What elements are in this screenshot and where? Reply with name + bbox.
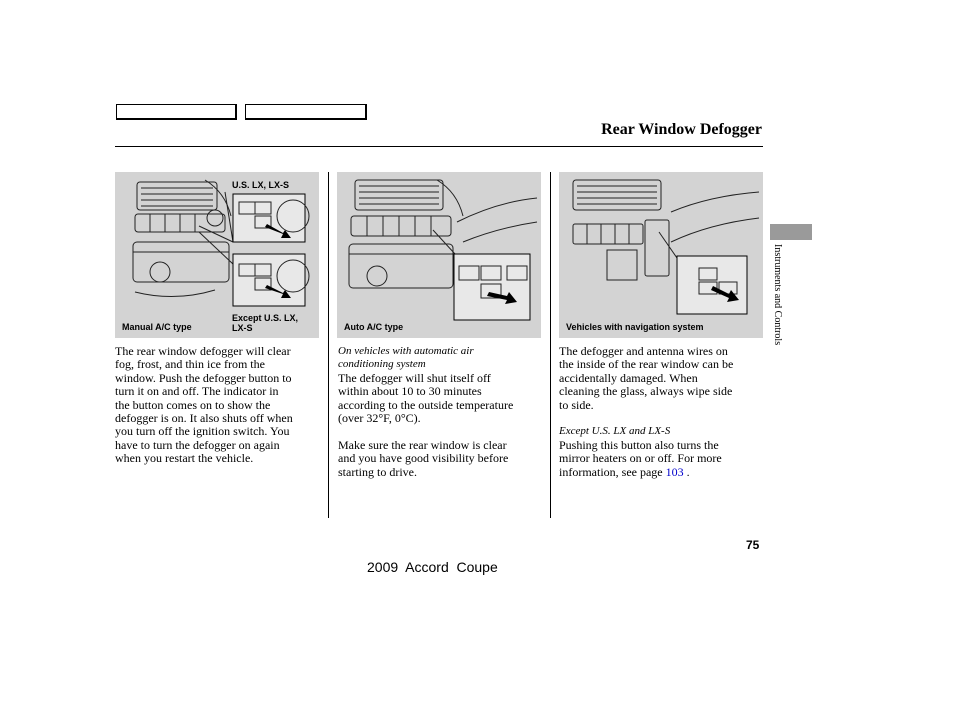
text-line: when you restart the vehicle. (115, 451, 254, 466)
text-fragment: information, see page (559, 464, 666, 479)
text-line: the button comes on to show the (115, 397, 271, 412)
text-line: Make sure the rear window is clear (338, 437, 507, 452)
section-tab-label: Instruments and Controls (772, 244, 783, 346)
page-reference-link[interactable]: 103 (665, 464, 684, 479)
column-3-text (559, 345, 765, 479)
figure-navigation (559, 172, 763, 338)
text-line: The defogger and antenna wires on (559, 344, 728, 358)
footer-model: 2009 Accord Coupe (367, 559, 498, 575)
text-line: you turn off the ignition switch. You (115, 424, 290, 439)
figure-caption: Manual A/C type (122, 322, 192, 332)
section-tab[interactable] (770, 224, 812, 240)
page-title: Rear Window Defogger (601, 121, 762, 138)
figure-caption: Auto A/C type (344, 322, 404, 332)
note-line: Except U.S. LX and LX-S (559, 425, 671, 438)
page-number: 75 (746, 538, 760, 552)
note-line: On vehicles with automatic air (338, 345, 474, 357)
text-line: cleaning the glass, always wipe side (559, 384, 733, 399)
figure-label-us-lx: U.S. LX, LX-S (232, 180, 290, 190)
previous-page-button[interactable] (116, 104, 237, 120)
figure-caption: Vehicles with navigation system (566, 322, 704, 332)
navigation-illustration (559, 172, 763, 338)
text-line: have to turn the defogger on again (115, 437, 280, 452)
column-divider (550, 172, 551, 518)
figure-auto-ac (337, 172, 541, 338)
figure-label-except-us-lx-2: LX-S (232, 323, 253, 333)
text-line: accidentally damaged. When (559, 370, 698, 385)
column-divider (328, 172, 329, 518)
next-page-button[interactable] (245, 104, 367, 120)
column-1-text (115, 345, 321, 466)
text-line: mirror heaters on or off. For more (559, 451, 722, 466)
note-line: conditioning system (338, 358, 426, 371)
text-line: defogger is on. It also shuts off when (115, 411, 293, 426)
text-line: The rear window defogger will clear (115, 344, 291, 358)
text-line: window. Push the defogger button to (115, 370, 292, 385)
auto-ac-illustration (337, 172, 541, 338)
text-line: starting to drive. (338, 464, 417, 479)
text-line: (over 32°F, 0°C). (338, 411, 421, 426)
text-line: according to the outside temperature (338, 397, 514, 412)
text-line: to side. (559, 397, 594, 412)
text-line: turn it on and off. The indicator in (115, 384, 279, 399)
text-line: fog, frost, and thin ice from the (115, 357, 265, 372)
text-line: and you have good visibility before (338, 451, 509, 466)
text-line: within about 10 to 30 minutes (338, 384, 482, 399)
text-line: the inside of the rear window can be (559, 357, 734, 372)
column-2-text (338, 345, 544, 479)
text-line (559, 466, 765, 479)
text-fragment: . (683, 464, 690, 479)
header-rule (115, 146, 763, 147)
figure-manual-ac (115, 172, 319, 338)
text-line: Pushing this button also turns the (559, 437, 719, 452)
text-line: The defogger will shut itself off (338, 370, 491, 385)
figure-label-except-us-lx: Except U.S. LX, (232, 313, 299, 323)
